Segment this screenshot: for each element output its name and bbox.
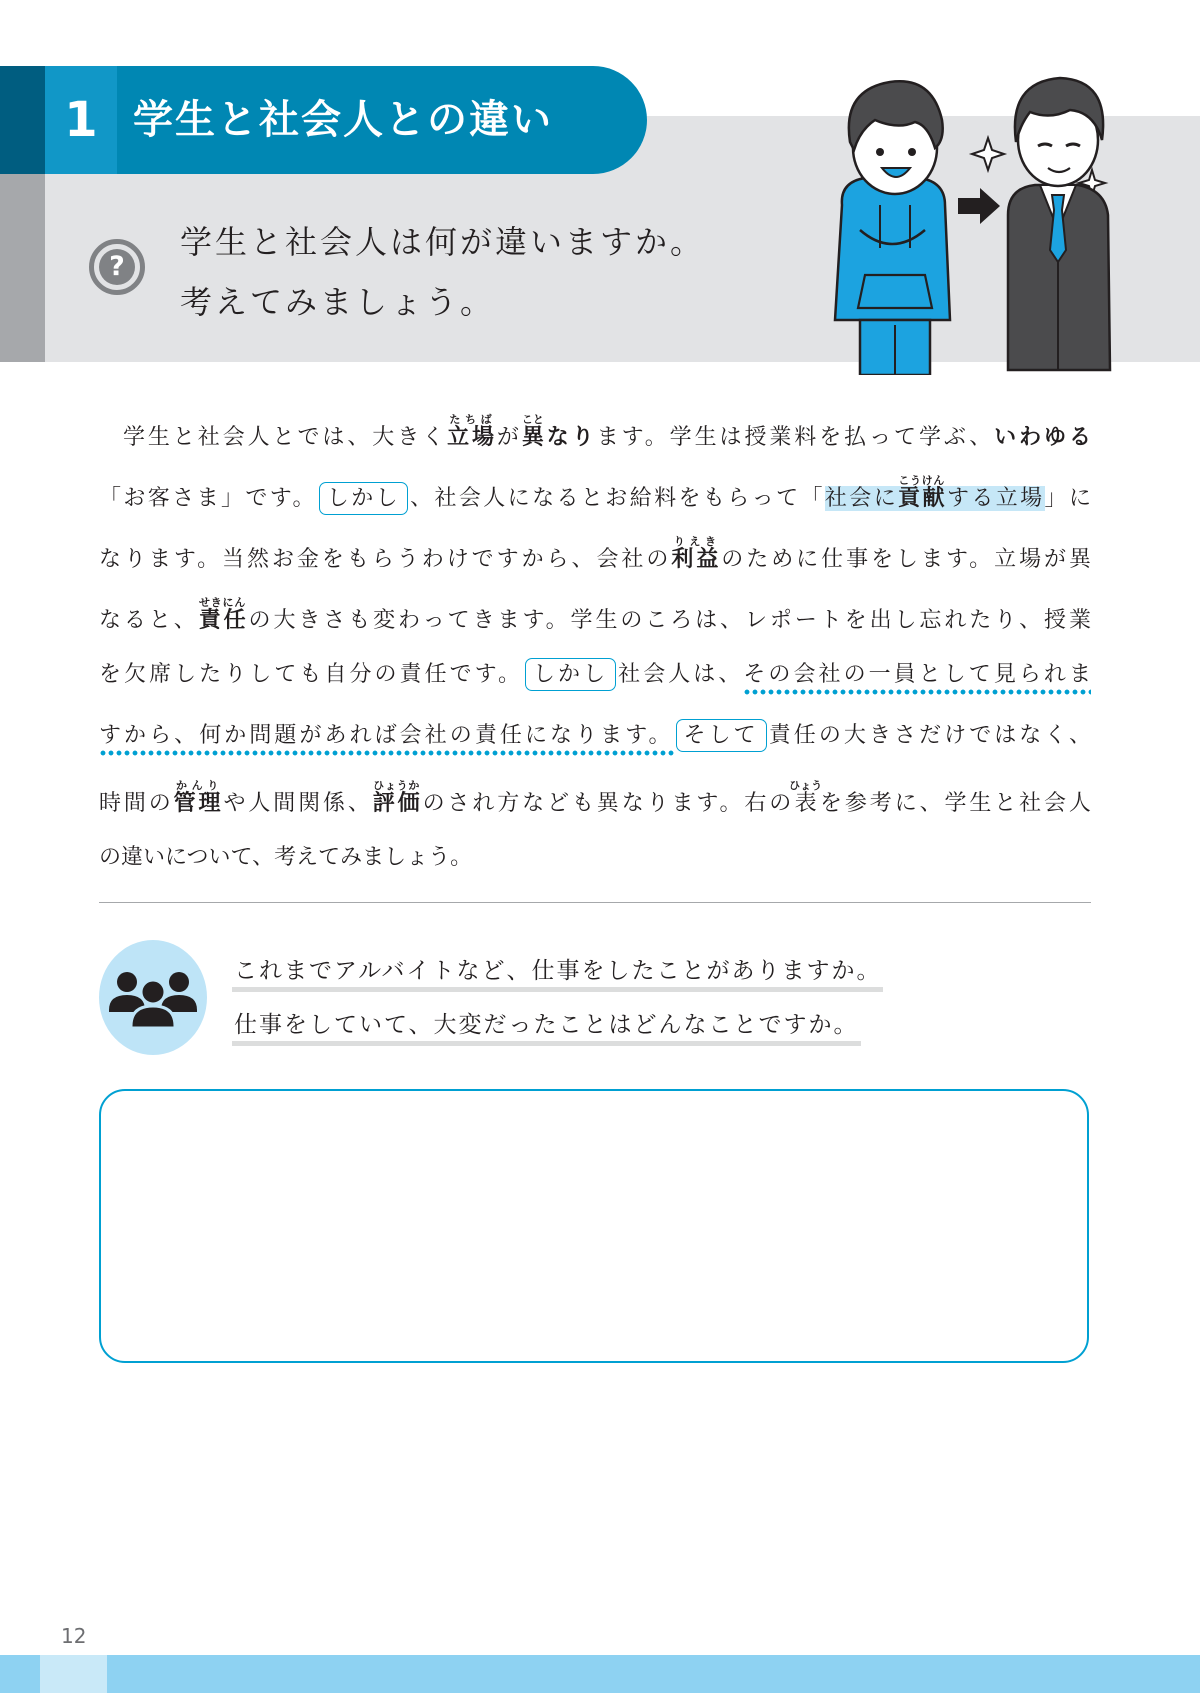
body-paragraph (99, 400, 1091, 888)
paragraph-line (99, 705, 1091, 766)
text-run: のために仕事をします。立場が異 (721, 547, 1091, 572)
text-run: 時間の (99, 791, 174, 816)
section-title: 学生と社会人との違い (133, 97, 553, 143)
student-to-worker-illustration (820, 70, 1120, 375)
text-run: 、社会人になるとお給料をもらって「 (410, 486, 825, 511)
text-run: の違いについて、考えてみましょう。 (99, 845, 473, 870)
paragraph-line (99, 644, 1091, 705)
student-figure-icon (835, 81, 950, 375)
text-run: の大きさも変わってきます。学生のころは、レポートを出し忘れたり、授業 (248, 608, 1091, 633)
discussion-line: 仕事をしていて、大変だったことはどんなことですか。 (232, 1006, 861, 1046)
group-discussion-icon (99, 940, 207, 1055)
question-icon: ? (89, 239, 145, 295)
conjunction-box: しかし (525, 658, 616, 691)
paragraph-line (99, 400, 1091, 461)
right-arrow-icon (958, 188, 1000, 224)
ruby-word: 立場たちば (447, 413, 497, 450)
dotted-emphasis: すから、何か問題があれば会社の責任になります。 (99, 723, 674, 756)
answer-writing-box[interactable] (99, 1089, 1089, 1363)
question-line: 学生と社会人は何が違いますか。 (180, 223, 706, 261)
section-number: 1 (64, 92, 98, 148)
ruby-word: 評価ひょうか (372, 779, 423, 816)
conjunction-box: そして (676, 719, 767, 752)
paragraph-line (99, 766, 1091, 827)
header-side-strip (0, 66, 45, 362)
ruby-word: 表ひょう (789, 779, 823, 816)
question-prompt (180, 212, 740, 332)
question-line: 考えてみましょう。 (180, 283, 496, 321)
business-person-figure-icon (1008, 78, 1110, 370)
text-run: 社会人は、 (618, 662, 744, 687)
text-run: 責任の大きさだけではなく、 (768, 723, 1091, 748)
ruby-word: 利益りえき (671, 535, 722, 572)
text-run: を参考に、学生と社会人 (817, 791, 1091, 816)
text-run: なると、 (99, 608, 199, 633)
text-run: 「お客さま」です。 (99, 486, 317, 511)
ruby-word: 異こと (521, 413, 547, 450)
text-run: のされ方なども異なります。右の (422, 791, 795, 816)
sparkle-icon (972, 138, 1004, 170)
paragraph-line (99, 522, 1091, 583)
text-run: や人間関係、 (223, 791, 373, 816)
text-run: 」に (1044, 486, 1091, 511)
text-run: が (496, 425, 522, 450)
paragraph-line (99, 583, 1091, 644)
paragraph-line (99, 461, 1091, 522)
ruby-word: 責任せきにん (198, 596, 249, 633)
text-run: ます。学生は授業料を払って学ぶ、 (596, 425, 995, 450)
discussion-line: これまでアルバイトなど、仕事をしたことがありますか。 (232, 952, 883, 992)
discussion-prompt (232, 952, 883, 1060)
bold-text: なり (546, 425, 597, 450)
text-run: を欠席したりしても自分の責任です。 (99, 662, 524, 687)
paragraph-line (99, 827, 1091, 888)
bold-text: いわゆる (994, 425, 1091, 450)
text-run: 学生と社会人とでは、大きく (123, 425, 448, 450)
footer-band (0, 1655, 1200, 1693)
text-run: なります。当然お金をもらうわけですから、会社の (99, 547, 672, 572)
dotted-emphasis: その会社の一員として見られま (743, 662, 1091, 695)
ruby-word: 管理かんり (173, 779, 224, 816)
page-number: 12 (61, 1624, 87, 1648)
section-divider (99, 902, 1091, 903)
conjunction-box: しかし (319, 482, 408, 515)
highlight-phrase: 社会に貢献こうけんする立場 (824, 474, 1045, 511)
footer-accent (40, 1655, 107, 1693)
